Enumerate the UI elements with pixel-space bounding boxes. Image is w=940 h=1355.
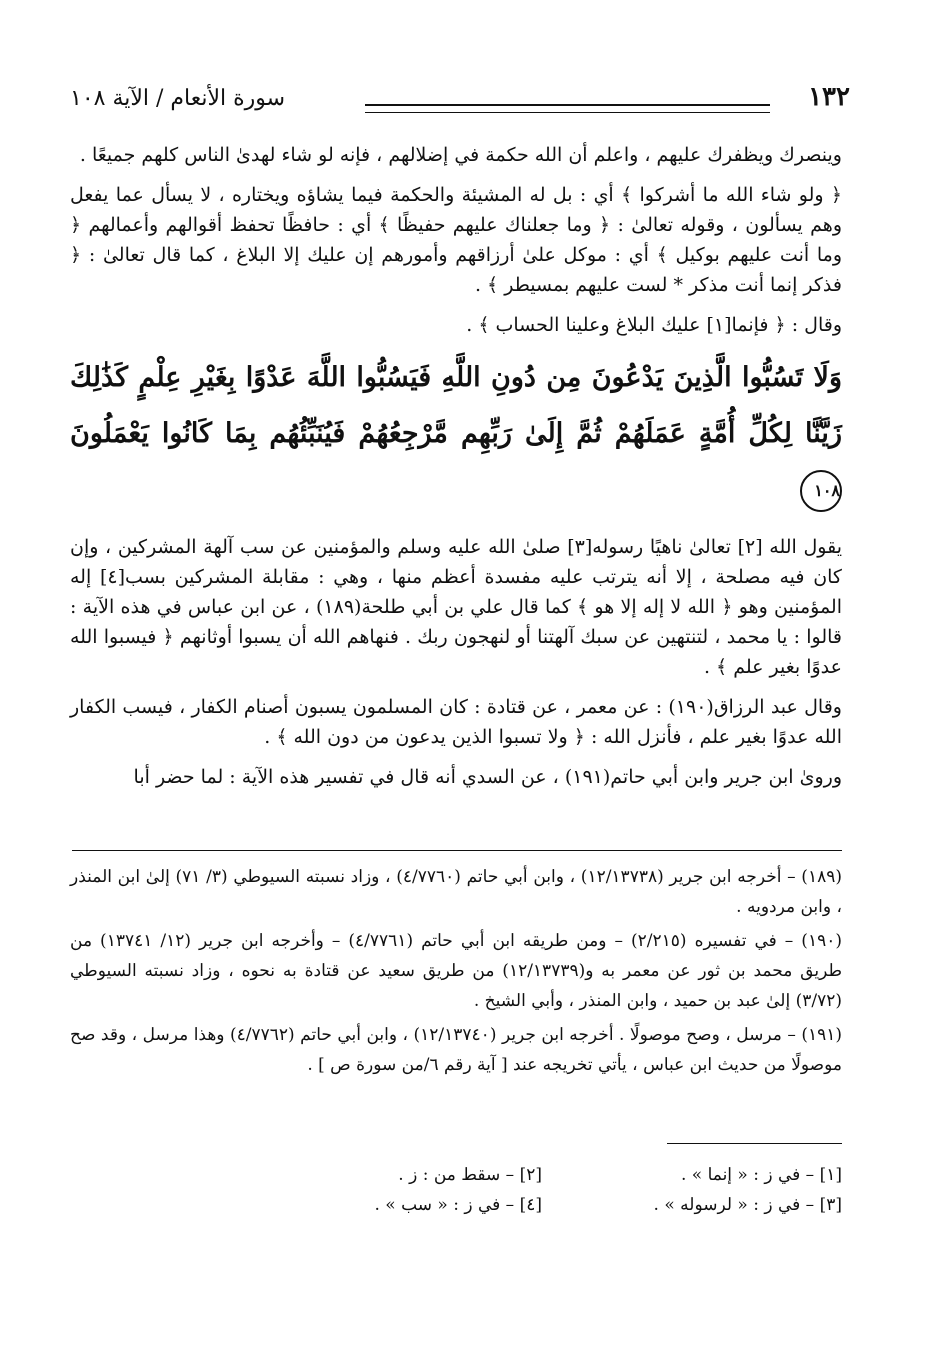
- paragraph: يقول الله [٢] تعالىٰ ناهيًا رسوله[٣] صلىٰ الله عليه وسلم والمؤمنين عن سب آلهة المشركين ، وإن كان فيه مصلحة ، إلا أنه يترتب عليه مفسدة أعظم منها ، وهي : مقابلة المشركين بسب[٤] إله المؤمنين وهو ﴿ الله لا إله إلا هو ﴾ كما قال علي بن أبي طلحة(١٨٩) ، عن ابن عباس في هذه الآية : قالوا : يا محمد ، لتنتهين عن سبك آلهتنا أو لنهجون ربك . فنهاهم الله أن يسبوا أوثانهم ﴿ فيسبوا الله عدوًا بغير علم ﴾ .: [70, 536, 842, 678]
- paragraph: وقال عبد الرزاق(١٩٠) : عن معمر ، عن قتادة : كان المسلمون يسبون أصنام الكفار ، فيسب الكفار الله عدوًا بغير علم ، فأنزل الله : ﴿ ولا تسبوا الذين يدعون من دون الله ﴾ .: [70, 696, 842, 748]
- paragraph: ﴿ ولو شاء الله ما أشركوا ﴾ أي : بل له المشيئة والحكمة فيما يشاؤه ويختاره ، لا يسأل عما يفعل وهم يسألون ، وقوله تعالىٰ : ﴿ وما جعلناك عليهم حفيظًا ﴾ أي : حافظًا تحفظ أقوالهم وأعمالهم ﴿ وما أنت عليهم بوكيل ﴾ أي : موكل علىٰ أرزاقهم وأمورهم إن عليك إلا البلاغ ، كما قال تعالىٰ : ﴿ فذكر إنما أنت مذكر * لست عليهم بمسيطر ﴾ .: [70, 184, 842, 296]
- paragraph: وروىٰ ابن جرير وابن أبي حاتم(١٩١) ، عن السدي أنه قال في تفسير هذه الآية : لما حضر أبا: [133, 766, 842, 788]
- page-header: [70, 82, 850, 122]
- footnote-separator: [72, 850, 842, 851]
- paragraph: وينصرك ويظفرك عليهم ، واعلم أن الله حكمة في إضلالهم ، فإنه لو شاء لهدىٰ الناس كلهم جميعًا .: [79, 144, 842, 166]
- variants-separator: [667, 1143, 842, 1144]
- running-title: سورة الأنعام / الآية ١٠٨: [70, 86, 286, 111]
- manuscript-variants: [242, 1160, 842, 1220]
- paragraph: وقال : ﴿ فإنما[١] عليك البلاغ وعلينا الحساب ﴾ .: [466, 314, 842, 336]
- variant-note: [٣] – في ز : « لرسوله » .: [653, 1195, 842, 1215]
- footnote: (١٩٠) – في تفسيره (٢/٢١٥) – ومن طريقه ابن أبي حاتم (٤/٧٧٦١) – وأخرجه ابن جرير (١٢/ ١٣٧٤١) من طريق محمد بن ثور عن معمر به و(١٢/١٣٧٣٩) من طريق سعيد عن قتادة به نحوه ، وزاد نسبته السيوطي (٣/٧٢) إلىٰ عبد بن حميد ، وابن المنذر ، وأبي الشيخ .: [70, 931, 842, 1011]
- variant-note: [٢] – سقط من : ز .: [398, 1165, 542, 1185]
- variants-row: [242, 1160, 842, 1190]
- variant-note: [٤] – في ز : « سب » .: [374, 1195, 542, 1215]
- footnotes: [70, 862, 842, 1084]
- variant-note: [١] – في ز : « إنما » .: [680, 1165, 842, 1185]
- page-number: ١٣٢: [808, 82, 850, 112]
- verse-number-marker: ١٠٨: [800, 470, 842, 512]
- header-rule: [365, 104, 770, 113]
- variants-row: [242, 1190, 842, 1220]
- main-text: [70, 140, 842, 802]
- footnote: (١٨٩) – أخرجه ابن جرير (١٢/١٣٧٣٨) ، وابن أبي حاتم (٤/٧٧٦٠) ، وزاد نسبته السيوطي (٣/ ٧١) إلىٰ ابن المنذر ، وابن مردويه .: [70, 867, 842, 917]
- verse-text: وَلَا تَسُبُّوا الَّذِينَ يَدْعُونَ مِن دُونِ اللَّهِ فَيَسُبُّوا اللَّهَ عَدْوًا بِغَيْرِ عِلْمٍ كَذَٰلِكَ زَيَّنَّا لِكُلِّ أُمَّةٍ عَمَلَهُمْ ثُمَّ إِلَىٰ رَبِّهِم مَّرْجِعُهُمْ فَيُنَبِّئُهُم بِمَا كَانُوا يَعْمَلُونَ: [70, 362, 842, 449]
- footnote: (١٩١) – مرسل ، وصح موصولًا . أخرجه ابن جرير (١٢/١٣٧٤٠) ، وابن أبي حاتم (٤/٧٧٦٢) وهذا مرسل ، وقد صح موصولًا من حديث ابن عباس ، يأتي تخريجه عند [ آية رقم ٦/من سورة ص ] .: [70, 1025, 843, 1075]
- quran-verse: [70, 350, 842, 518]
